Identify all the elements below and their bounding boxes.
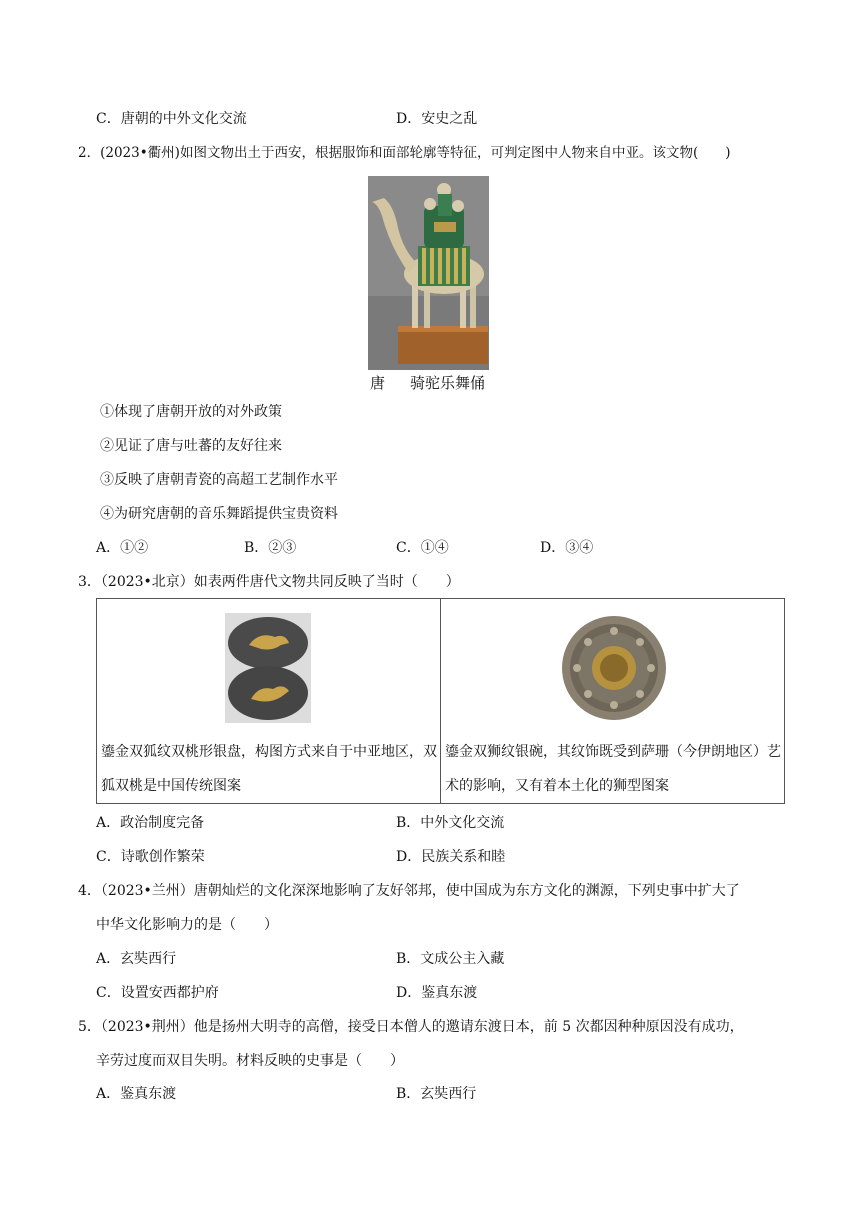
- q2-option-b: B．②③: [244, 540, 297, 556]
- q2-option-d: D．③④: [540, 540, 594, 556]
- q5-option-b: B．玄奘西行: [396, 1086, 477, 1102]
- figure-caption-dynasty: 唐: [370, 374, 386, 392]
- q4-stem-line2: 中华文化影响力的是（ ）: [96, 917, 278, 933]
- silver-bowl-image: [561, 615, 667, 721]
- camel-figurine-image: [368, 176, 489, 370]
- q2-statement-2: ②见证了唐与吐蕃的友好往来: [100, 438, 282, 454]
- q3-option-a: A．政治制度完备: [96, 815, 205, 831]
- q1-option-c: C．唐朝的中外文化交流: [96, 111, 247, 127]
- table-cell-right: [441, 599, 785, 804]
- q3-option-d: D．民族关系和睦: [396, 849, 506, 865]
- right-artifact-description: 鎏金双狮纹银碗，其纹饰既受到萨珊（今伊朗地区）艺术的影响，又有着本土化的狮型图案: [445, 744, 781, 794]
- q2-option-a: A．①②: [96, 540, 149, 556]
- q4-option-c: C．设置安西都护府: [96, 985, 219, 1001]
- q2-statement-3: ③反映了唐朝青瓷的高超工艺制作水平: [100, 472, 338, 488]
- q2-stem: 2．(2023•衢州)如图文物出土于西安，根据服饰和面部轮廓等特征，可判定图中人物来自中亚。该文物( ): [78, 145, 731, 161]
- q2-statement-1: ①体现了唐朝开放的对外政策: [100, 404, 282, 420]
- q4-option-a: A．玄奘西行: [96, 951, 177, 967]
- silver-plate-image: [225, 613, 311, 723]
- q1-option-d: D．安史之乱: [396, 111, 478, 127]
- q5-stem-line2: 辛劳过度而双目失明。材料反映的史事是（ ）: [96, 1053, 404, 1069]
- left-artifact-description: 鎏金双狐纹双桃形银盘，构图方式来自于中亚地区，双狐双桃是中国传统图案: [101, 744, 437, 794]
- table-cell-left: [97, 599, 441, 804]
- q5-option-a: A．鉴真东渡: [96, 1086, 177, 1102]
- q5-stem-line1: 5．（2023•荆州）他是扬州大明寺的高僧，接受日本僧人的邀请东渡日本，前 5 次都因种种原因没有成功，: [78, 1019, 744, 1035]
- q4-option-d: D．鉴真东渡: [396, 985, 478, 1001]
- q4-stem-line1: 4．（2023•兰州）唐朝灿烂的文化深深地影响了友好邻邦，使中国成为东方文化的渊源，下列史事中扩大了: [78, 883, 740, 899]
- figure-caption-name: 骑驼乐舞俑: [410, 374, 486, 392]
- q3-option-b: B．中外文化交流: [396, 815, 505, 831]
- q4-option-b: B．文成公主入藏: [396, 951, 505, 967]
- artifact-comparison-table: [96, 598, 785, 804]
- q2-option-c: C．①④: [396, 540, 449, 556]
- q3-stem: 3．（2023•北京）如表两件唐代文物共同反映了当时（ ）: [78, 574, 460, 590]
- q2-statement-4: ④为研究唐朝的音乐舞蹈提供宝贵资料: [100, 506, 338, 522]
- q3-option-c: C．诗歌创作繁荣: [96, 849, 205, 865]
